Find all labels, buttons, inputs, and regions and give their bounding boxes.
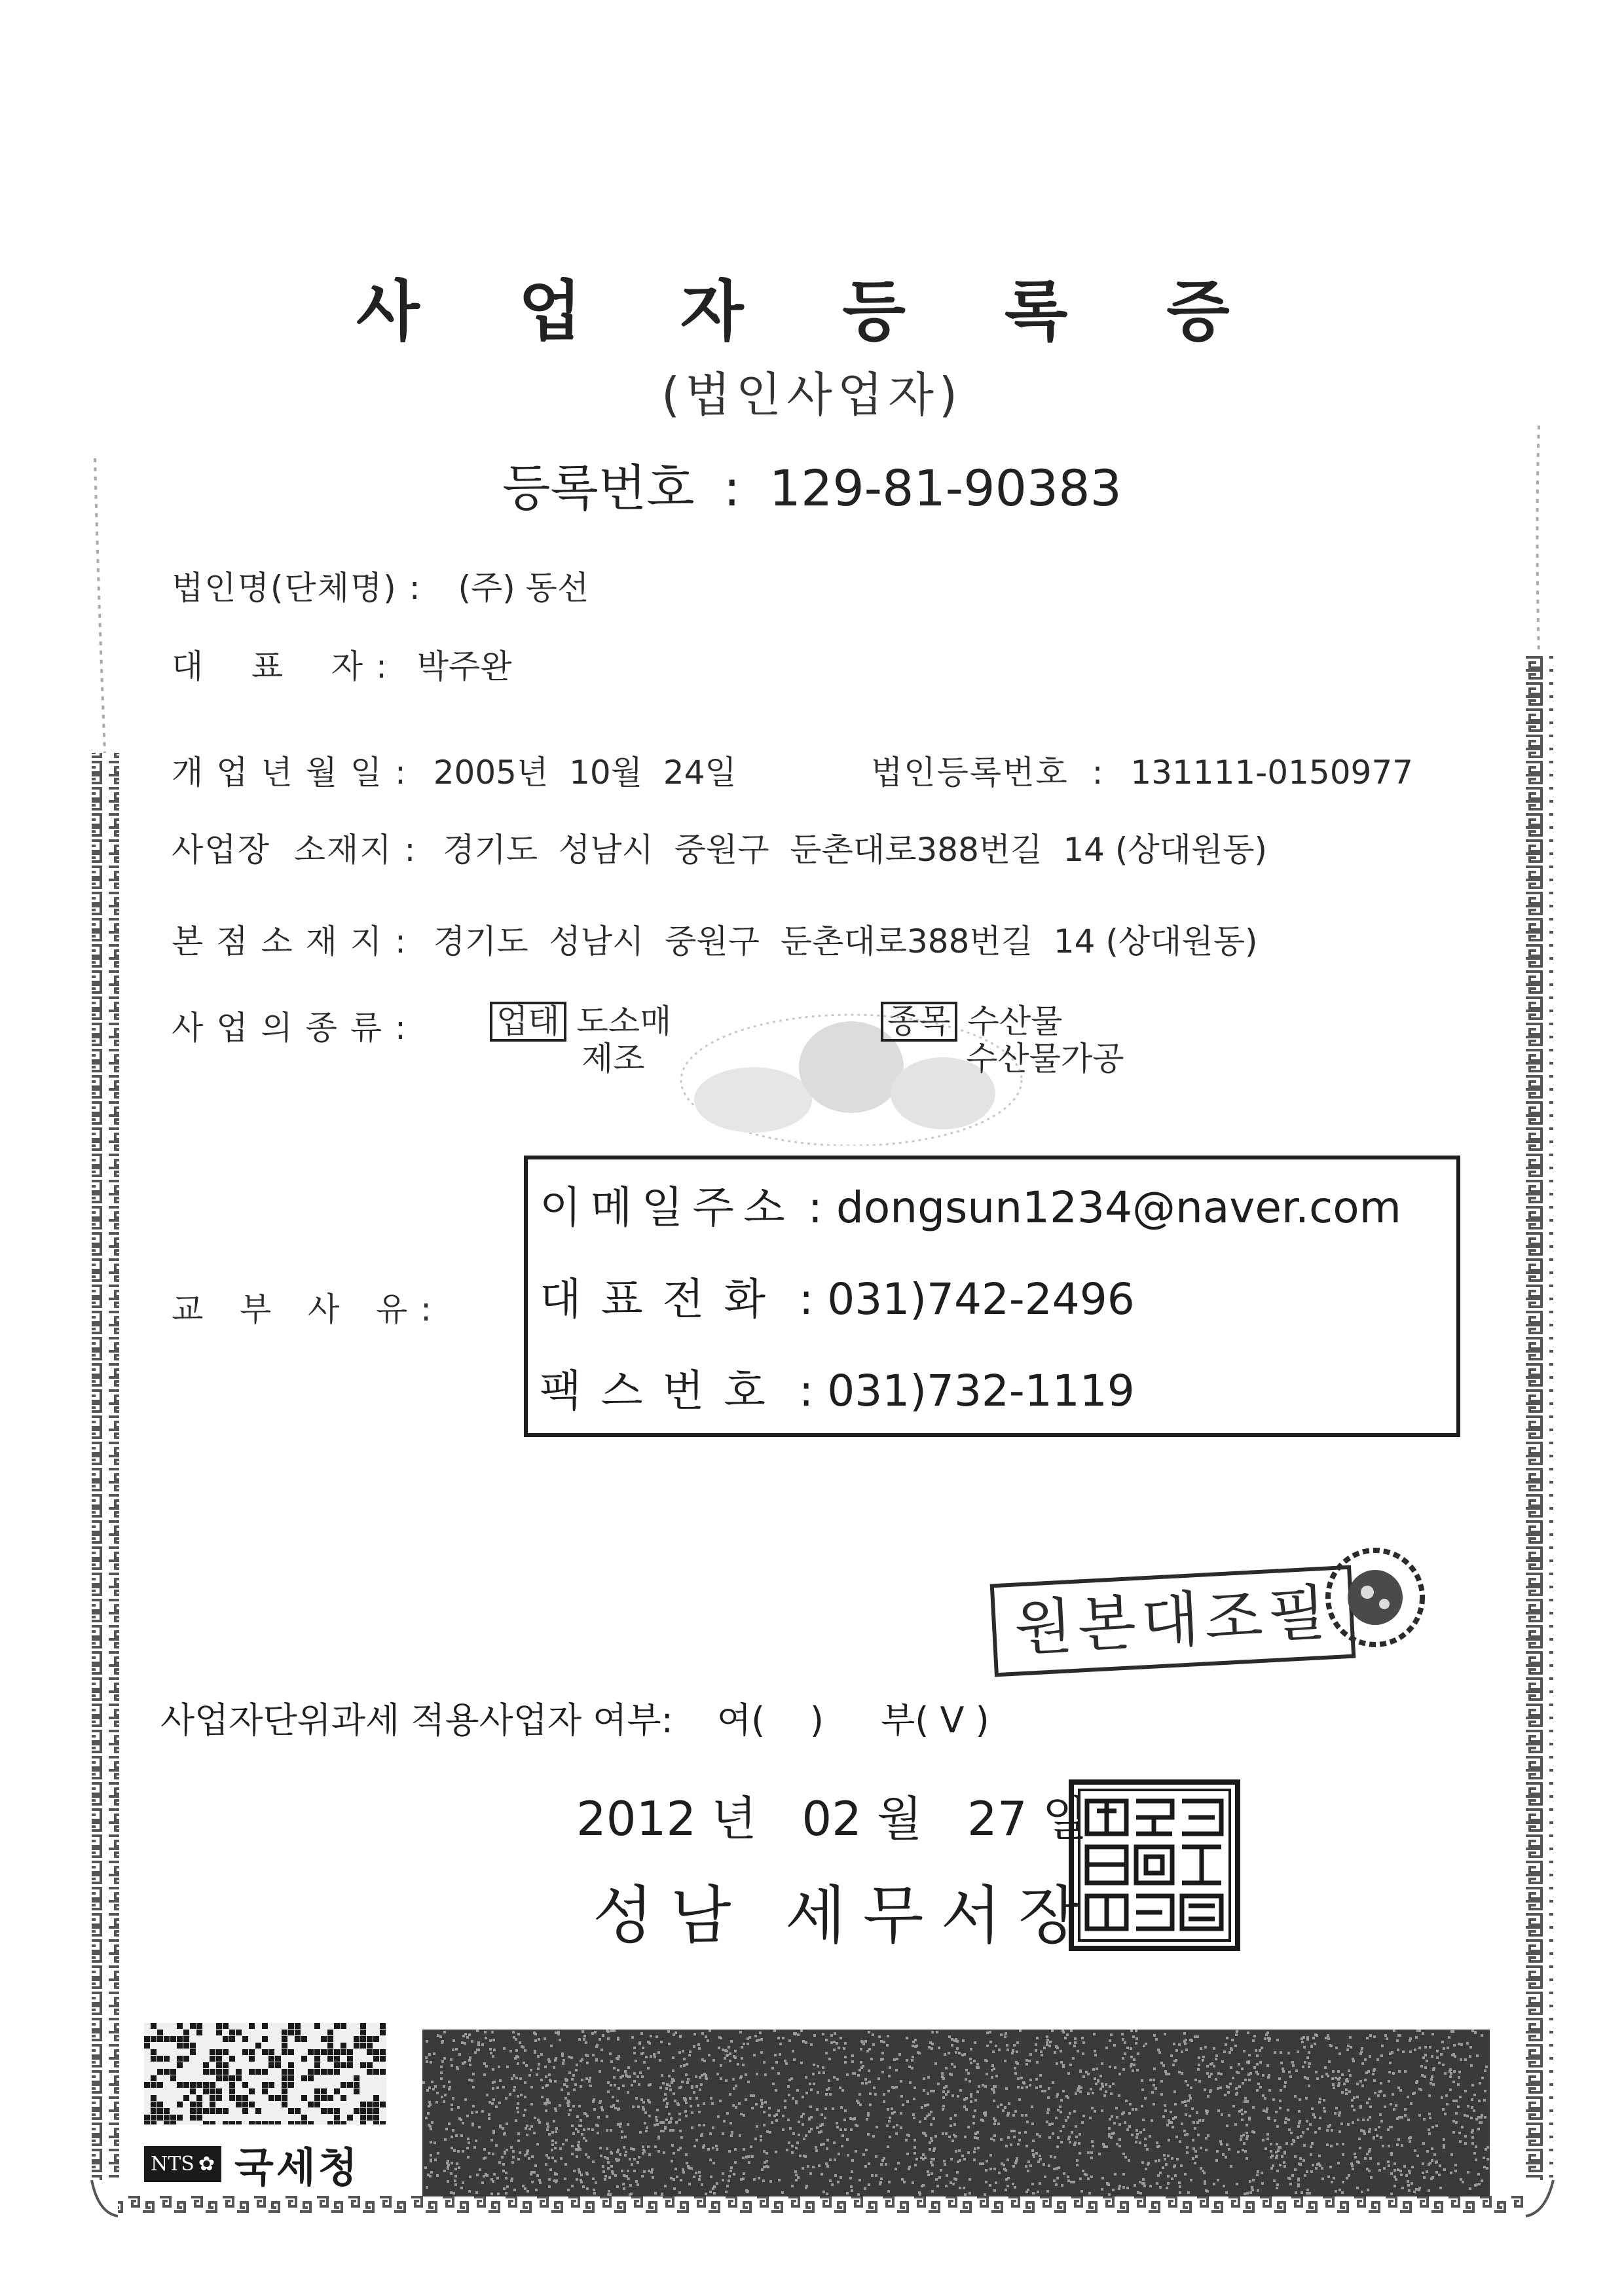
item-tag: 종목 (881, 1002, 957, 1042)
nts-emblem-icon: ✿ (198, 2152, 215, 2176)
agency-name: 국세청 (234, 2143, 360, 2191)
single-tax-row (160, 1692, 989, 1743)
registration-number: 129-81-90383 (769, 459, 1122, 517)
nts-badge-text: NTS (151, 2152, 194, 2176)
open-date-label: 개 업 년 월 일 : (172, 754, 407, 792)
hq-location-label: 본 점 소 재 지 : (172, 922, 407, 960)
security-pattern (422, 2030, 1490, 2196)
corp-reg-value: 131111-0150977 (1130, 754, 1413, 792)
biz-location-row (172, 824, 1267, 871)
original-verified-stamp: 원본대조필 (990, 1565, 1356, 1677)
registration-label: 등록번호 (502, 459, 695, 517)
fax-value: : 031)732-1119 (799, 1366, 1135, 1416)
category-value-1: 도소매 (576, 1002, 672, 1040)
corp-name-row (172, 562, 589, 609)
document-title: 사 업 자 등 록 증 (356, 273, 1268, 350)
single-tax-no: 부( V ) (881, 1700, 989, 1741)
hq-location-row (172, 915, 1258, 962)
open-date-value: 2005년 10월 24일 (433, 754, 737, 792)
category-tag: 업태 (490, 1002, 566, 1042)
contact-box (524, 1156, 1460, 1437)
issue-date: 2012 년 02 월 27 일 (576, 1791, 1088, 1846)
category-block (490, 1002, 671, 1076)
seal-pattern (1074, 1785, 1235, 1946)
email-label: 이메일주소 (540, 1182, 794, 1233)
open-date-row (172, 746, 737, 793)
tax-office-name: 성남 세무서장 (593, 1879, 1096, 1952)
email-row (540, 1173, 1401, 1235)
representative-label: 대 표 자 : (172, 647, 388, 685)
hq-location-value: 경기도 성남시 중원구 둔촌대로388번길 14 (상대원동) (433, 922, 1258, 960)
official-square-seal (1069, 1779, 1240, 1951)
phone-row (540, 1264, 1135, 1326)
registration-separator: : (723, 459, 741, 517)
corp-name-label: 법인명(단체명) : (172, 569, 422, 607)
item-value-1: 수산물 (967, 1002, 1063, 1040)
document-subtitle: (법인사업자) (661, 367, 963, 422)
phone-label: 대표전화 (540, 1274, 786, 1324)
representative-value: 박주완 (416, 647, 512, 685)
biz-location-value: 경기도 성남시 중원구 둔촌대로388번길 14 (상대원동) (443, 831, 1268, 869)
corp-reg-label: 법인등록번호 : (871, 754, 1105, 792)
corp-name-value: (주) 동선 (458, 569, 589, 607)
fax-row (540, 1356, 1135, 1418)
category-value-2: 제조 (581, 1039, 645, 1078)
round-seal-mark (1316, 1532, 1434, 1663)
nts-badge (144, 2146, 221, 2182)
corp-reg-row (871, 746, 1413, 793)
item-value-2: 수산물가공 (966, 1039, 1124, 1078)
nts-logo (144, 2131, 386, 2196)
single-tax-label: 사업자단위과세 적용사업자 여부: (160, 1700, 673, 1741)
biz-location-label: 사업장 소재지 : (172, 831, 417, 869)
representative-row (172, 640, 512, 687)
issue-reason-row (172, 1283, 433, 1330)
issue-reason-label: 교 부 사 유 : (172, 1290, 433, 1328)
email-value: : dongsun1234@naver.com (807, 1182, 1401, 1233)
single-tax-yes: 여( ) (717, 1700, 824, 1741)
barcode-block (144, 2023, 386, 2124)
biz-type-label: 사 업 의 종 류 : (172, 1009, 407, 1047)
registration-number-row (0, 448, 1624, 520)
item-block (881, 1002, 1124, 1076)
fax-label: 팩스번호 (540, 1366, 786, 1416)
biz-type-row (172, 1002, 407, 1049)
phone-value: : 031)742-2496 (799, 1274, 1135, 1324)
